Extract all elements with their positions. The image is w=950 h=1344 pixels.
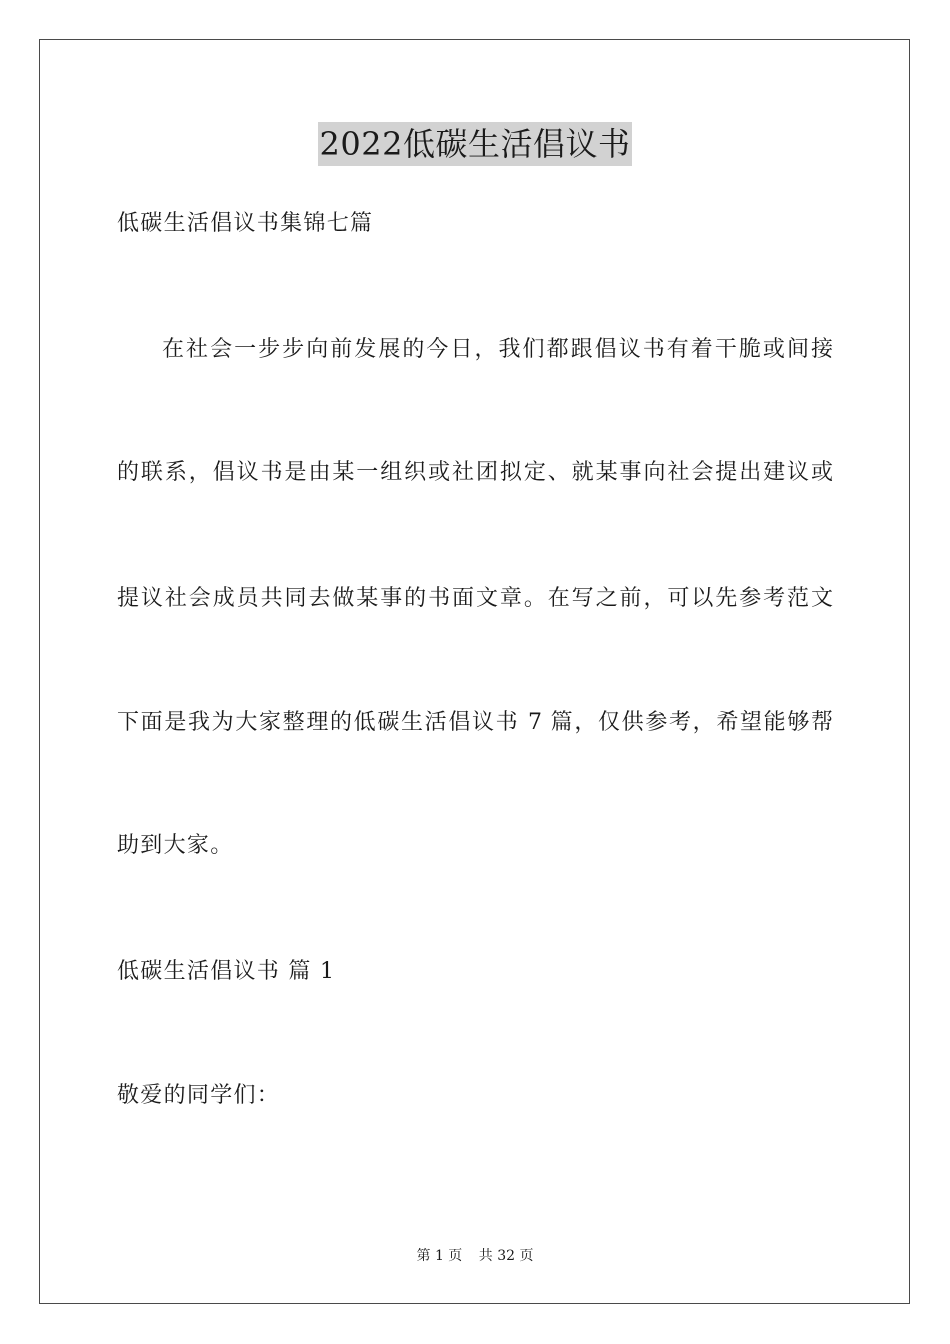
document-subtitle: 低碳生活倡议书集锦七篇 <box>117 211 374 236</box>
section-heading: 低碳生活倡议书 篇 1 <box>117 959 336 984</box>
page-total: 共 32 页 <box>478 1248 534 1264</box>
page-number: 第 1 页 <box>416 1248 463 1264</box>
paragraph-line-1: 在社会一步步向前发展的今日，我们都跟倡议书有着干脆或间接 <box>162 337 833 362</box>
salutation: 敬爱的同学们： <box>117 1083 281 1108</box>
paragraph-line-2: 的联系，倡议书是由某一组织或社团拟定、就某事向社会提出建议或 <box>117 460 833 485</box>
document-title: 2022低碳生活倡议书 <box>318 122 633 166</box>
paragraph-line-4: 下面是我为大家整理的低碳生活倡议书 7 篇，仅供参考，希望能够帮 <box>117 710 833 735</box>
paragraph-line-3: 提议社会成员共同去做某事的书面文章。在写之前，可以先参考范文 <box>117 586 833 611</box>
paragraph-line-5: 助到大家。 <box>117 833 234 858</box>
title-container <box>0 122 950 166</box>
page-footer <box>0 1246 950 1266</box>
